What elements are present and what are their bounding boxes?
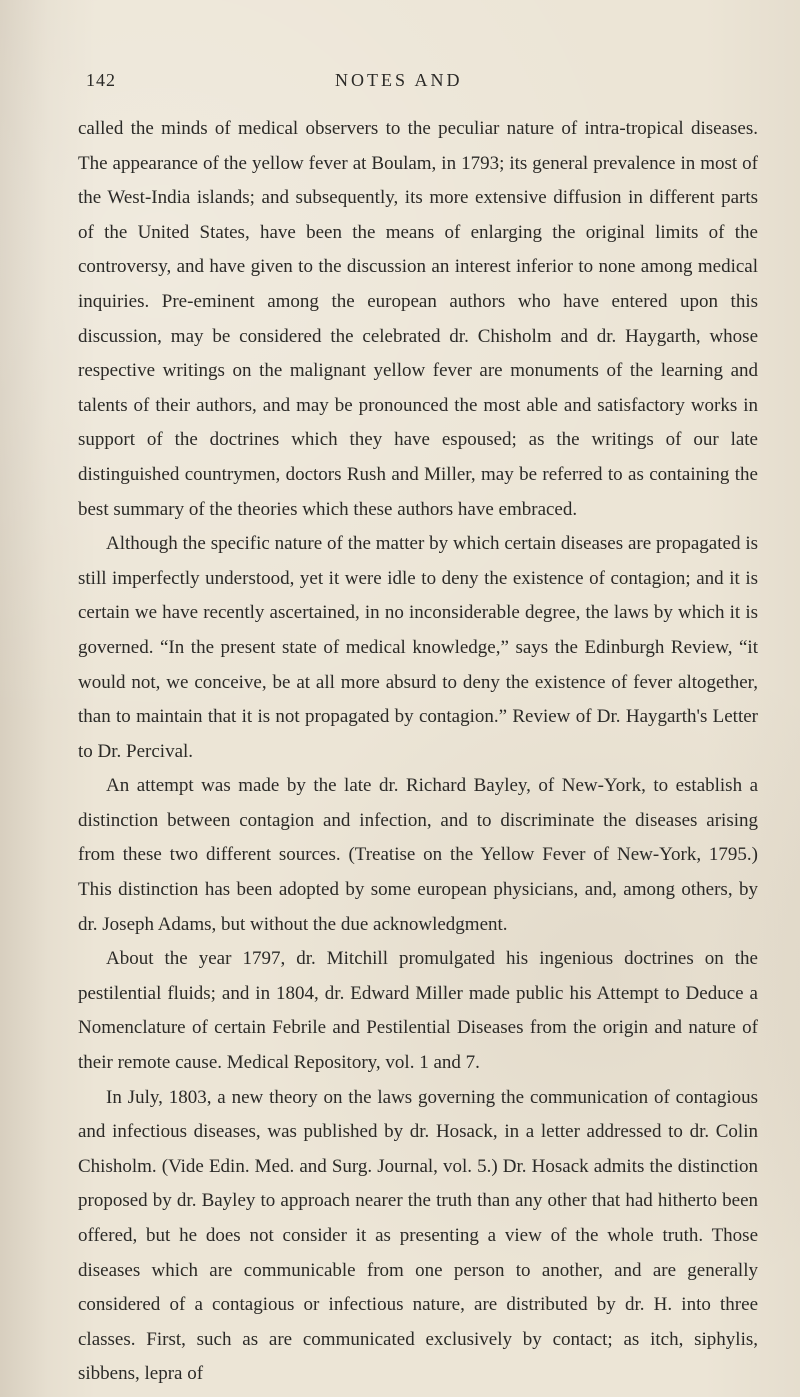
- body-text: [78, 112, 758, 1392]
- paragraph-1: called the minds of medical observers to the peculiar nature of intra-tropical diseases. The appearance of the yellow fever at Boulam, in 1793; its general prevalence in most of the West-India islands; and subsequently, its more extensive diffusion in different parts of the United States, have been the means of enlarging the original limits of the controversy, and have given to the discussion an interest inferior to none among medical inquiries. Pre-eminent among the european authors who have entered upon this discussion, may be considered the celebrated dr. Chisholm and dr. Haygarth, whose respective writings on the malignant yellow fever are monuments of the learning and talents of their authors, and may be pronounced the most able and satisfactory works in support of the doctrines which they have espoused; as the writings of our late distinguished countrymen, doctors Rush and Miller, may be referred to as containing the best summary of the theories which these authors have embraced.: [78, 118, 758, 520]
- running-title: NOTES AND: [335, 70, 463, 90]
- page-header: [78, 70, 772, 98]
- paragraph-2: Although the specific nature of the matter by which certain diseases are propagated is still imperfectly understood, yet it were idle to deny the existence of contagion; and it is certain we have recently ascertained, in no inconsiderable degree, the laws by which it is governed. “In the present state of medical knowledge,” says the Edinburgh Review, “it would not, we conceive, be at all more absurd to deny the existence of fever altogether, than to maintain that it is not propagated by contagion.” Review of Dr. Haygarth's Letter to Dr. Percival.: [78, 533, 758, 762]
- paragraph-5: In July, 1803, a new theory on the laws governing the communication of contagious and infectious diseases, was published by dr. Hosack, in a letter addressed to dr. Colin Chisholm. (Vide Edin. Med. and Surg. Journal, vol. 5.) Dr. Hosack admits the distinction proposed by dr. Bayley to approach nearer the truth than any other that had hitherto been offered, but he does not consider it as presenting a view of the whole truth. Those diseases which are communicable from one person to another, and are generally considered of a contagious or infectious nature, are distributed by dr. H. into three classes. First, such as are communicated exclusively by contact; as itch, siphylis, sibbens, lepra of: [78, 1086, 758, 1385]
- paragraph-3: An attempt was made by the late dr. Richard Bayley, of New-York, to establish a distinction between contagion and infection, and to discriminate the diseases arising from these two different sources. (Treatise on the Yellow Fever of New-York, 1795.) This distinction has been adopted by some european physicians, and, among others, by dr. Joseph Adams, but without the due acknowledgment.: [78, 775, 758, 935]
- page-number: 142: [86, 70, 116, 90]
- paragraph-4: About the year 1797, dr. Mitchill promulgated his ingenious doctrines on the pestilential fluids; and in 1804, dr. Edward Miller made public his Attempt to Deduce a Nomenclature of certain Febrile and Pestilential Diseases from the origin and nature of their remote cause. Medical Repository, vol. 1 and 7.: [78, 948, 758, 1074]
